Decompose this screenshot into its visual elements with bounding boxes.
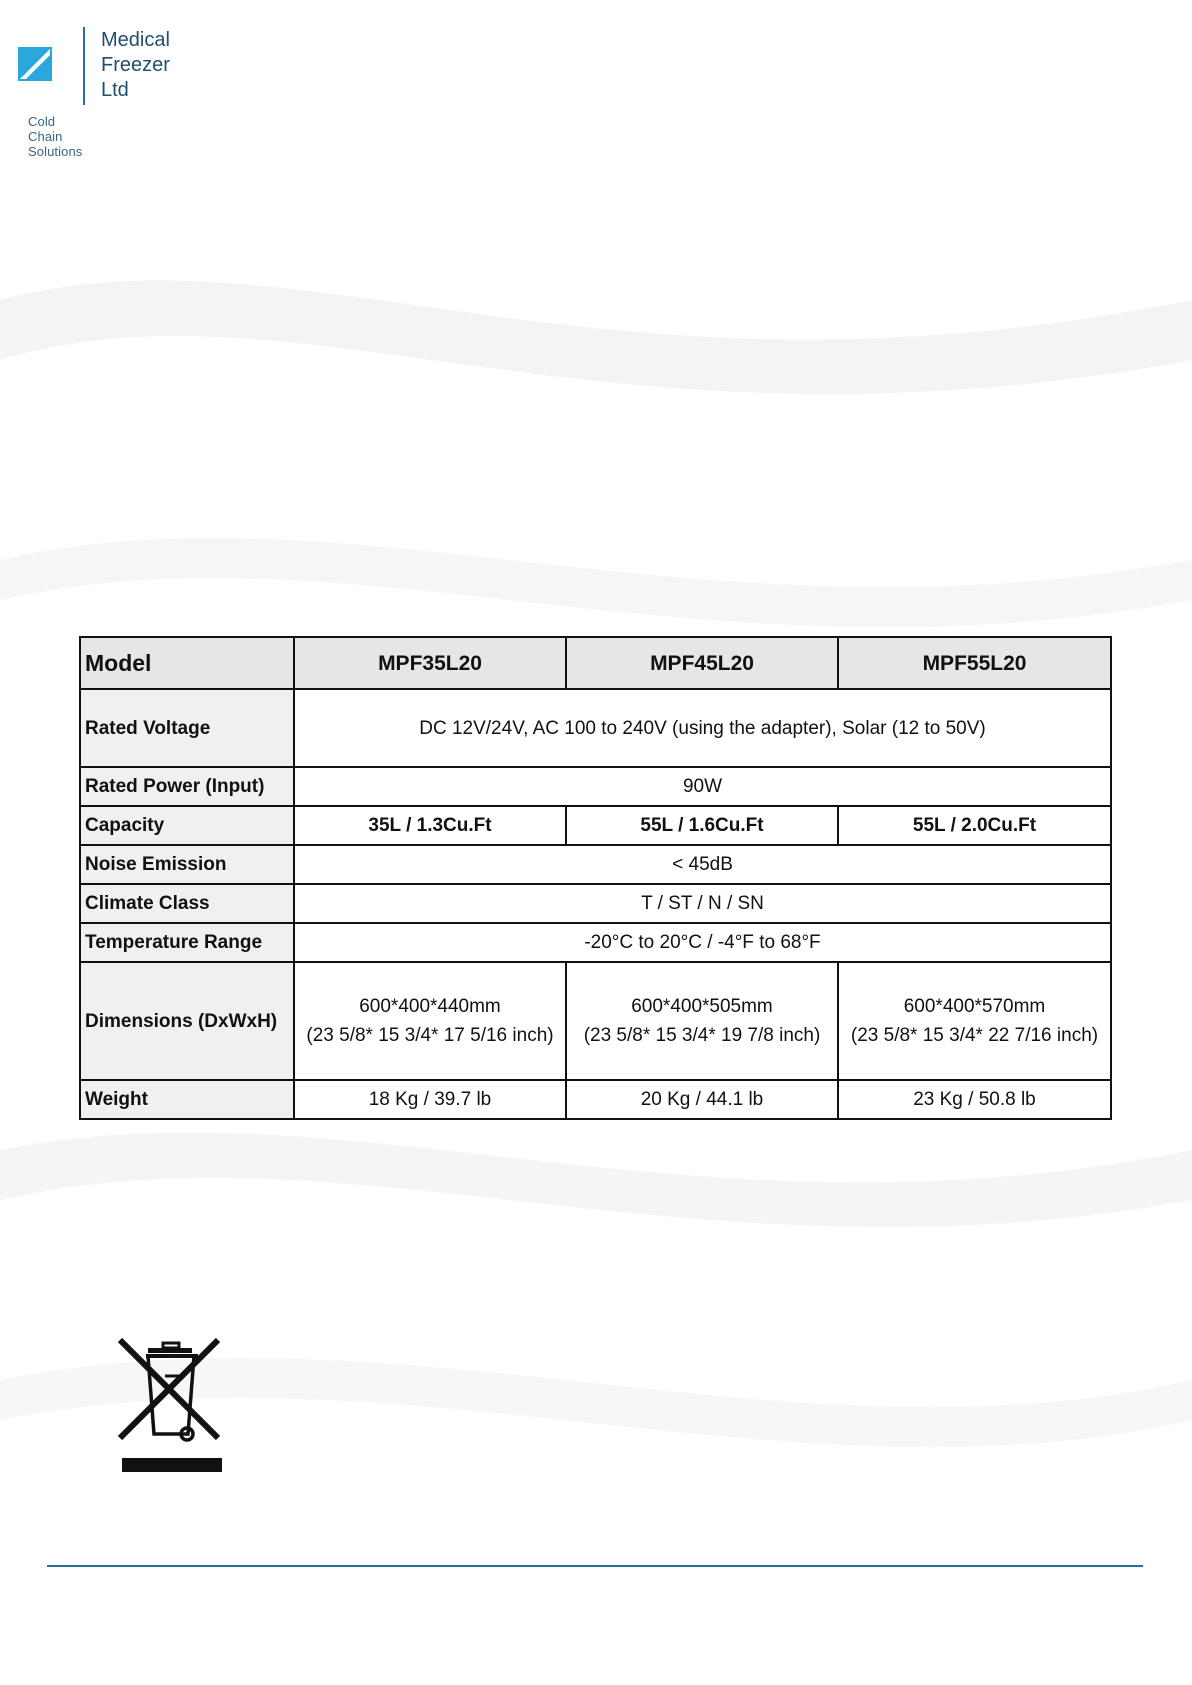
logo-tagline: Cold Chain Solutions (28, 114, 83, 159)
table-row-climate-class (80, 884, 1111, 923)
table-row-weight (80, 1080, 1111, 1119)
dimensions-label: Dimensions (DxWxH) (80, 962, 294, 1080)
model-header-1: MPF35L20 (294, 637, 566, 689)
model-header-label: Model (80, 637, 294, 689)
table-row-noise-emission (80, 845, 1111, 884)
temperature-label: Temperature Range (80, 923, 294, 962)
table-row-capacity (80, 806, 1111, 845)
logo-company-name (101, 28, 170, 103)
rated-voltage-label: Rated Voltage (80, 689, 294, 767)
dimensions-value-3 (838, 962, 1111, 1080)
capacity-value-1: 35L / 1.3Cu.Ft (294, 806, 566, 845)
rated-power-label: Rated Power (Input) (80, 767, 294, 806)
dimensions-inch-3: (23 5/8* 15 3/4* 22 7/16 inch) (850, 1025, 1099, 1046)
climate-label: Climate Class (80, 884, 294, 923)
climate-value: T / ST / N / SN (294, 884, 1111, 923)
dimensions-value-2 (566, 962, 838, 1080)
footer-divider (47, 1565, 1143, 1567)
dimensions-mm-3: 600*400*570mm (903, 996, 1046, 1017)
noise-value: < 45dB (294, 845, 1111, 884)
table-row-rated-voltage (80, 689, 1111, 767)
weight-label: Weight (80, 1080, 294, 1119)
dimensions-inch-1: (23 5/8* 15 3/4* 17 5/16 inch) (306, 1025, 554, 1046)
weight-value-2: 20 Kg / 44.1 lb (566, 1080, 838, 1119)
rated-voltage-value: DC 12V/24V, AC 100 to 240V (using the adapter), Solar (12 to 50V) (294, 689, 1111, 767)
table-header-row (80, 637, 1111, 689)
logo-divider (83, 27, 85, 105)
capacity-label: Capacity (80, 806, 294, 845)
specification-table (79, 636, 1112, 1120)
table-row-dimensions (80, 962, 1111, 1080)
temperature-value: -20°C to 20°C / -4°F to 68°F (294, 923, 1111, 962)
logo-name-line-1: Medical (101, 29, 170, 51)
table-row-rated-power (80, 767, 1111, 806)
dimensions-value-1 (294, 962, 566, 1080)
logo-name-line-2: Freezer (101, 54, 170, 76)
model-header-3: MPF55L20 (838, 637, 1111, 689)
rated-power-value: 90W (294, 767, 1111, 806)
logo-triangle-icon (18, 47, 52, 81)
dimensions-inch-2: (23 5/8* 15 3/4* 19 7/8 inch) (583, 1025, 821, 1046)
capacity-value-2: 55L / 1.6Cu.Ft (566, 806, 838, 845)
weight-value-3: 23 Kg / 50.8 lb (838, 1080, 1111, 1119)
dimensions-mm-2: 600*400*505mm (631, 996, 773, 1017)
logo-name-line-3: Ltd (101, 79, 129, 101)
noise-label: Noise Emission (80, 845, 294, 884)
weight-value-1: 18 Kg / 39.7 lb (294, 1080, 566, 1119)
crossed-out-wheelie-bin-icon (118, 1338, 226, 1474)
model-header-2: MPF45L20 (566, 637, 838, 689)
dimensions-mm-1: 600*400*440mm (359, 996, 501, 1017)
table-row-temperature-range (80, 923, 1111, 962)
capacity-value-3: 55L / 2.0Cu.Ft (838, 806, 1111, 845)
